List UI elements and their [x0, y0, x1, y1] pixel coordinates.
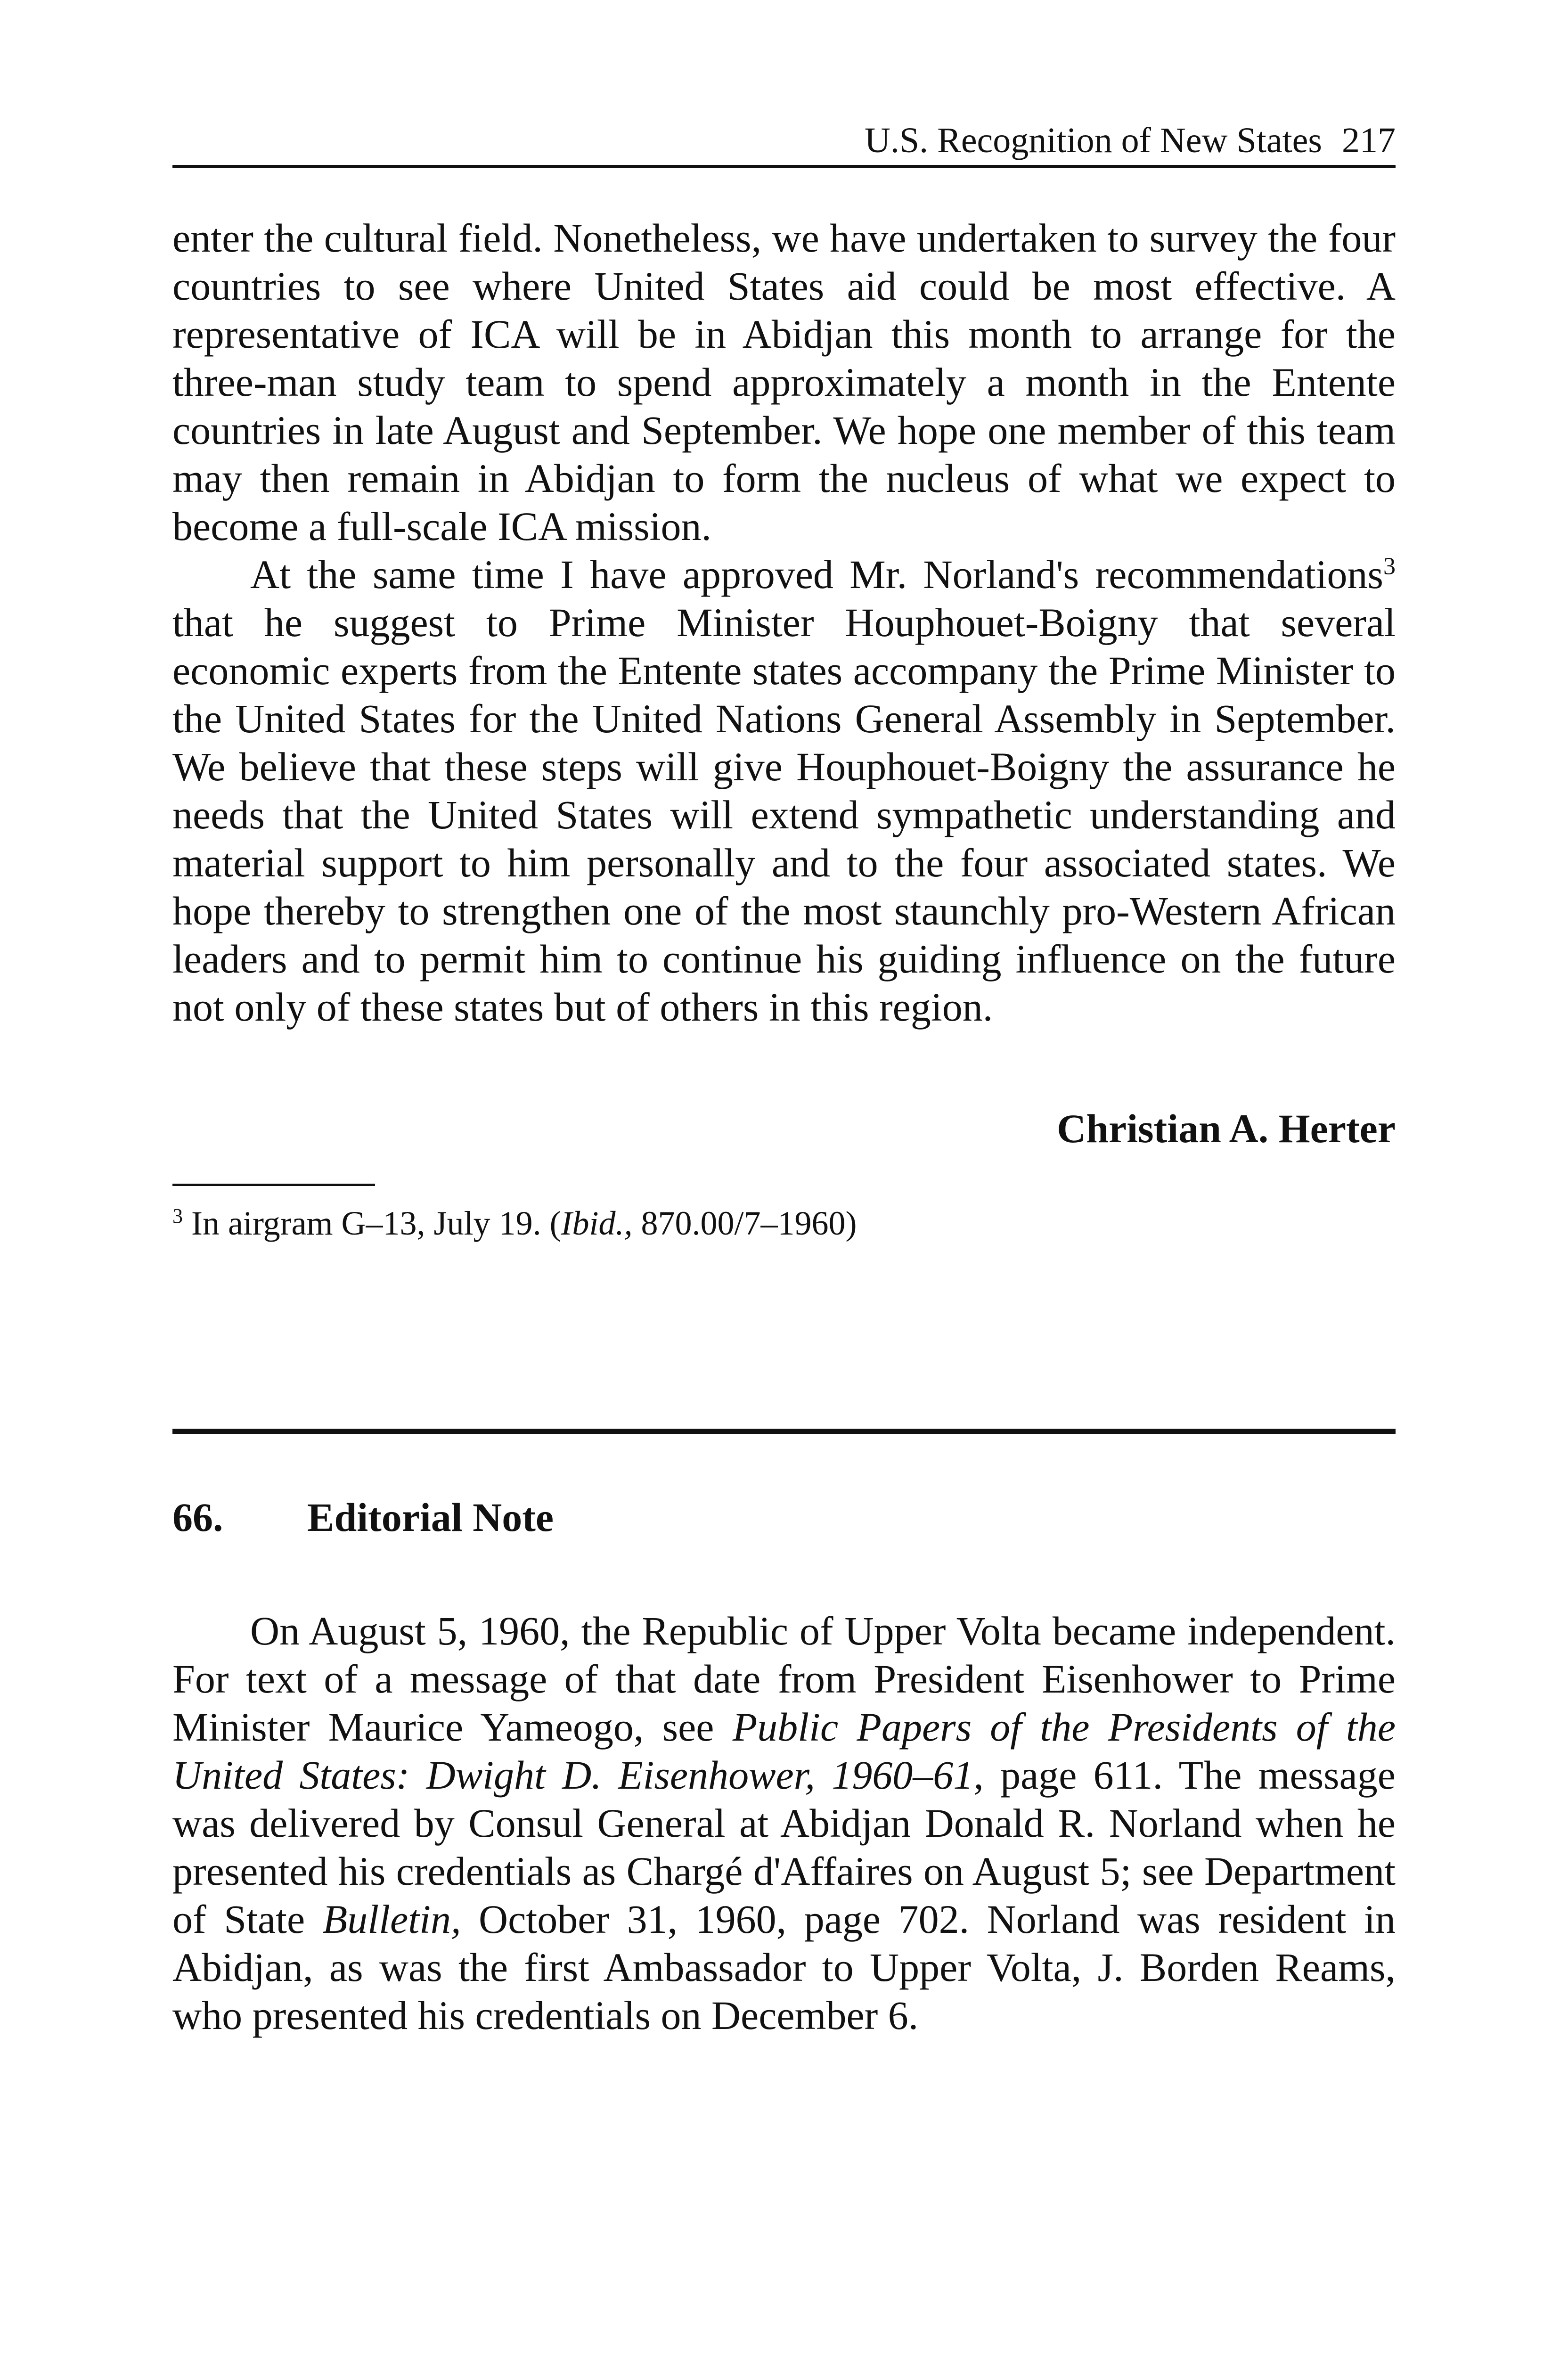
footnote-number: 3	[172, 1204, 183, 1227]
section-number: 66.	[172, 1495, 223, 1540]
footnote-text-after-ibid: 870.00/7–1960)	[632, 1204, 857, 1242]
running-head-title: U.S. Recognition of New States	[864, 121, 1322, 160]
body-paragraph-2	[172, 550, 1396, 1031]
footnote-reference-3: 3	[1383, 553, 1396, 580]
editorial-note-text-part-1: On August 5, 1960, the Republic of Upper Volta became independent. For text of a message of that date from President Eisenhower to Prime Minister Maurice Yameogo, see	[172, 1608, 1396, 1750]
running-head	[172, 117, 1396, 164]
page-number: 217	[1342, 121, 1396, 160]
public-papers-title: Public Papers of the Presidents of the United States: Dwight D. Eisenhower, 1960–61,	[172, 1704, 1396, 1798]
footnote-text-before-ibid: In airgram G–13, July 19. (	[191, 1204, 561, 1242]
header-rule	[172, 165, 1396, 168]
section-title: Editorial Note	[307, 1495, 554, 1540]
editorial-note-text-part-3: October 31, 1960, page 702. Norland was resident in Abidjan, as was the first Ambassador to Upper Volta, J. Borden Reams, who presented his credentials on December 6.	[172, 1897, 1396, 2038]
signature: Christian A. Herter	[1057, 1106, 1396, 1151]
editorial-note-paragraph	[172, 1607, 1396, 2039]
body-paragraph-1: enter the cultural field. Nonetheless, we have undertaken to survey the four countries to see where United States aid could be most effective. A representative of ICA will be in Abidjan this month to arrange for the three-man study team to spend approximately a month in the Entente countries in late August and September. We hope one member of this team may then remain in Abidjan to form the nucleus of what we expect to become a full-scale ICA mission.	[172, 215, 1396, 549]
section-heading	[172, 1491, 926, 1544]
section-divider-rule	[172, 1429, 1396, 1434]
footnote-rule	[172, 1184, 375, 1186]
letter-body	[172, 214, 1396, 1031]
editorial-note-text-part-2: page 611. The message was delivered by Consul General at Abidjan Donald R. Norland when he presented his credentials as Chargé d'Affaires on August 5; see Department of State	[172, 1752, 1396, 1942]
bulletin-title: Bulletin,	[322, 1897, 461, 1942]
paragraph-2-text-before-reference: At the same time I have approved Mr. Norland's recommendations	[250, 552, 1383, 597]
editorial-note-body	[172, 1607, 1396, 2039]
footnote-3	[172, 1200, 1396, 1247]
footnote-ibid: Ibid.,	[561, 1204, 633, 1242]
paragraph-2-text-after-reference: that he suggest to Prime Minister Houphouet-Boigny that several economic experts from the Entente states accompany the Prime Minister to the United States for the United Nations General Assembly in September. We believe that these steps will give Houphouet-Boigny the assurance he needs that the United States will extend sympathetic understanding and material support to him personally and to the four associated states. We hope thereby to strengthen one of the most staunchly pro-Western African leaders and to permit him to continue his guiding influence on the future not only of these states but of others in this region.	[172, 600, 1396, 1030]
